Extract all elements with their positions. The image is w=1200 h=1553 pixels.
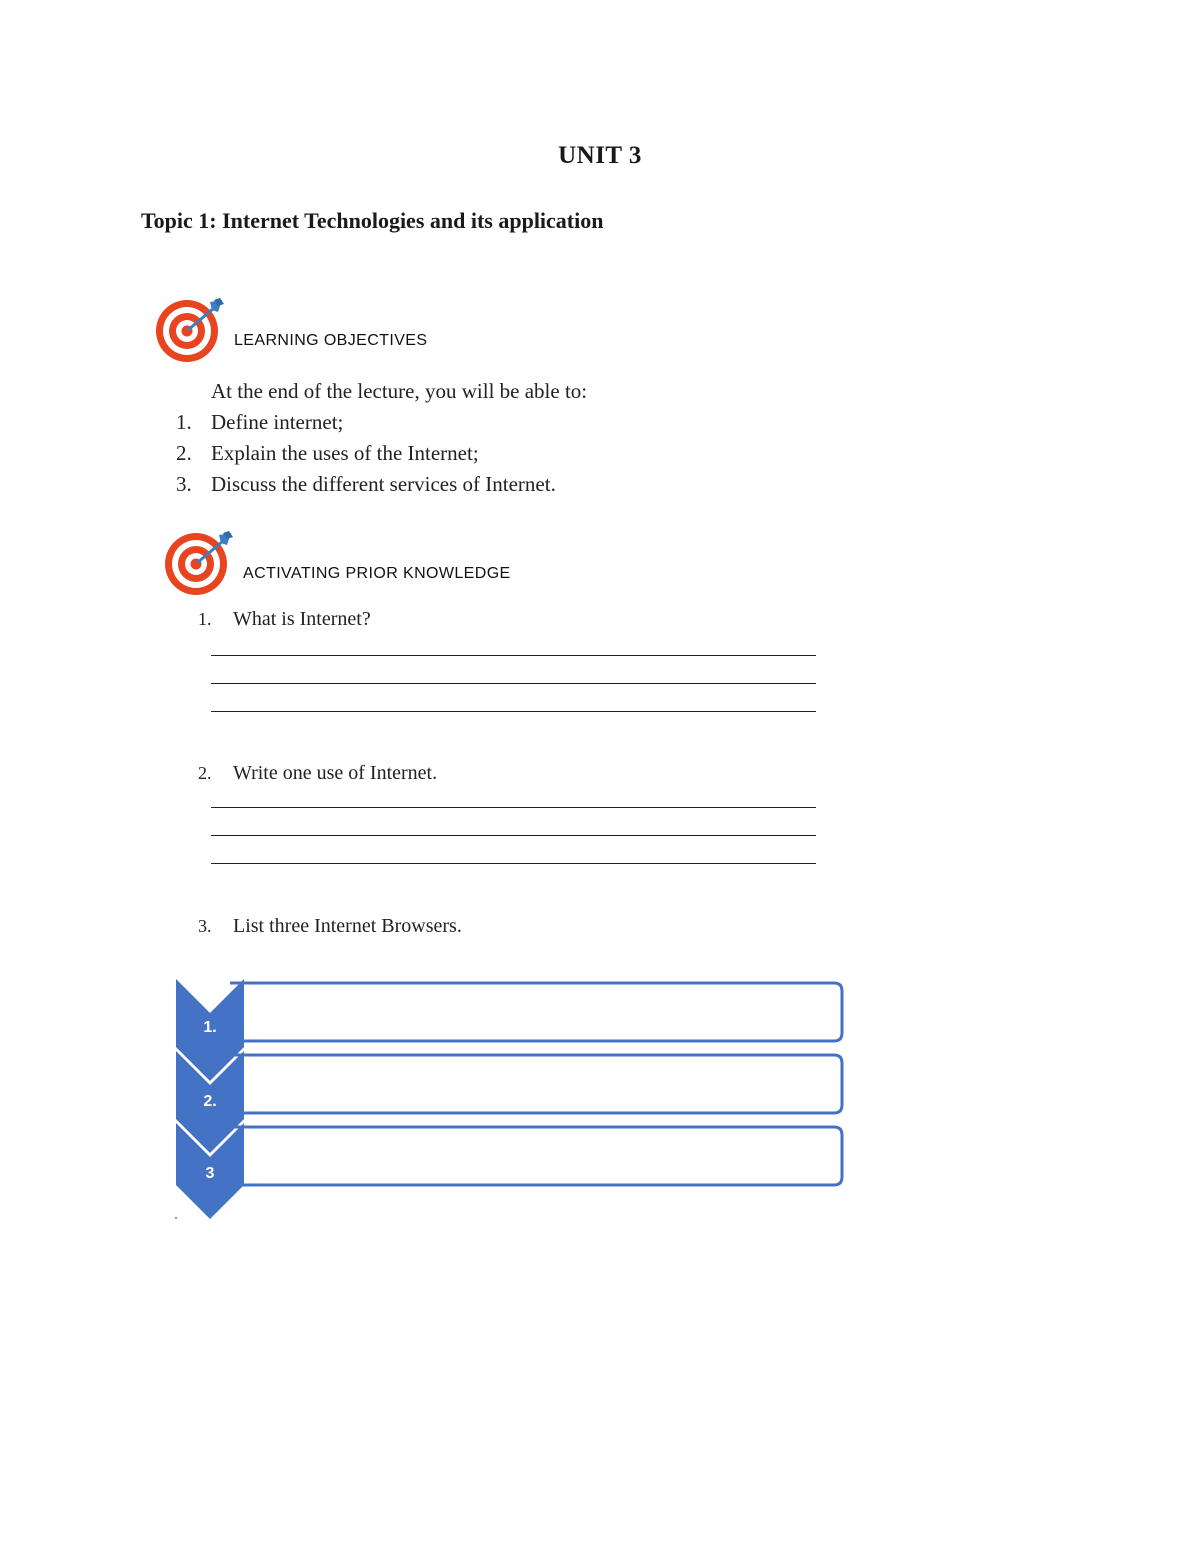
target-icon xyxy=(152,298,226,364)
objective-item: Define internet; xyxy=(211,410,344,434)
question-text: List three Internet Browsers. xyxy=(233,915,462,937)
chevron-label: 1. xyxy=(203,1019,217,1036)
answer-line[interactable] xyxy=(211,711,816,712)
learning-objectives-heading: LEARNING OBJECTIVES xyxy=(234,332,428,349)
objective-item: Explain the uses of the Internet; xyxy=(211,441,479,465)
objective-number: 3. xyxy=(176,472,192,496)
answer-line[interactable] xyxy=(211,683,816,684)
question-number: 1. xyxy=(198,609,212,629)
question-number: 2. xyxy=(198,763,212,783)
prior-knowledge-heading: ACTIVATING PRIOR KNOWLEDGE xyxy=(243,565,511,582)
answer-line[interactable] xyxy=(211,863,816,864)
stray-mark xyxy=(175,1217,177,1219)
topic-title: Topic 1: Internet Technologies and its application xyxy=(141,208,604,233)
objective-number: 1. xyxy=(176,410,192,434)
question-text: Write one use of Internet. xyxy=(233,762,438,784)
answer-box xyxy=(230,1127,842,1185)
chevron-label: 2. xyxy=(203,1093,217,1110)
unit-title: UNIT 3 xyxy=(558,142,642,169)
objectives-intro: At the end of the lecture, you will be able to: xyxy=(211,379,588,403)
objective-item: Discuss the different services of Internet. xyxy=(211,472,556,496)
answer-line[interactable] xyxy=(211,835,816,836)
chevron-label: 3 xyxy=(205,1165,215,1182)
answer-line[interactable] xyxy=(211,807,816,808)
answer-line[interactable] xyxy=(211,655,816,656)
answer-box xyxy=(230,983,842,1041)
target-icon xyxy=(161,531,235,597)
answer-box xyxy=(230,1055,842,1113)
objective-number: 2. xyxy=(176,441,192,465)
question-text: What is Internet? xyxy=(233,608,371,630)
browser-list-diagram xyxy=(170,975,850,1225)
question-number: 3. xyxy=(198,916,212,936)
